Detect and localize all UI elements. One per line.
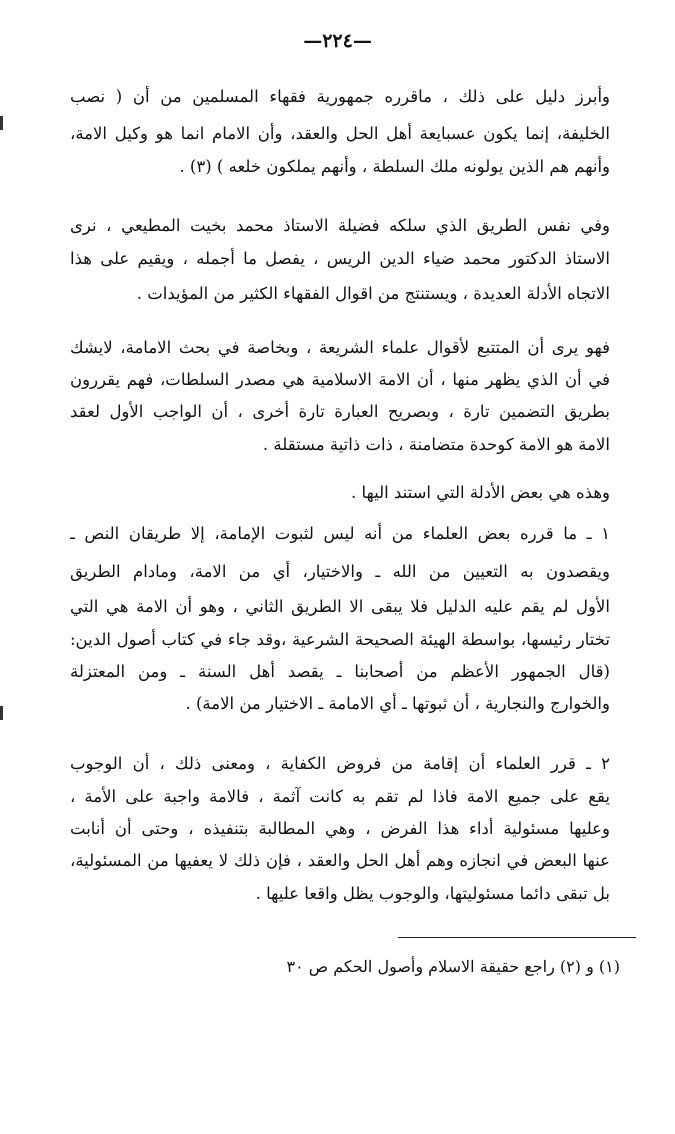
scan-artifact-mark bbox=[0, 706, 3, 720]
footnote-divider bbox=[398, 937, 636, 938]
scan-artifact-mark bbox=[0, 116, 3, 130]
page-number: —٢٢٤— bbox=[303, 30, 372, 52]
paragraph-1-line-3: وأنهم هم الذين يولونه ملك السلطة ، وأنهم يملكون خلعه ) (٣) . bbox=[179, 157, 610, 176]
paragraph-2-line-3: الاتجاه الأدلة العديدة ، ويستنتج من اقوال الفقهاء الكثير من المؤيدات . bbox=[136, 284, 610, 303]
paragraph-5-line-2: ويقصدون به التعيين من الله ـ والاختيار، أي من الامة، ومادام الطريق bbox=[70, 562, 610, 581]
paragraph-1-line-2: الخليفة، إنما يكون عسبايعة أهل الحل والعقد، وأن الامام انما هو وكيل الامة، bbox=[70, 124, 610, 143]
paragraph-5-line-6: والخوارج والنجارية ، أن ثبوتها ـ أي الامامة ـ الاختيار من الامة) . bbox=[185, 694, 610, 713]
paragraph-6-line-5: بل تبقى دائما مسئوليتها، والوجوب يظل واقعا عليها . bbox=[255, 884, 610, 903]
paragraph-6-line-1: ٢ ـ قرر العلماء أن إقامة من فروض الكفاية ، ومعنى ذلك ، أن الوجوب bbox=[70, 754, 610, 773]
paragraph-3-line-2: في أن الذي يظهر منها ، أن الامة الاسلامية هي مصدر السلطات، فهم يقررون bbox=[70, 370, 610, 389]
paragraph-5-line-4: تختار رئيسها، بواسطة الهيئة الصحيحة الشرعية ،وقد جاء في كتاب أصول الدين: bbox=[70, 630, 610, 649]
footnote: (١) و (٢) راجع حقيقة الاسلام وأصول الحكم ص ٣٠ bbox=[286, 957, 620, 976]
paragraph-6-line-4: عنها البعض في انجازه وهم أهل الحل والعقد ، فإن ذلك لا يعفيها من المسئولية، bbox=[70, 851, 610, 870]
paragraph-6-line-3: وعليها مسئولية أداء هذا الفرض ، وهي المطالبة بتنفيذه ، وحتى أن أنابت bbox=[70, 819, 610, 838]
paragraph-6-line-2: يقع على جميع الامة فاذا لم تقم به كانت آثمة ، فالامة واجبة على الأمة ، bbox=[70, 787, 610, 806]
paragraph-5-line-5: (قال الجمهور الأعظم من أصحابنا ـ يقصد أهل السنة ـ ومن المعتزلة bbox=[70, 662, 610, 681]
paragraph-5-line-1: ١ ـ ما قرره بعض العلماء من أنه ليس لثبوت الإمامة، إلا طريقان النص ـ bbox=[70, 524, 610, 543]
paragraph-2-line-2: الاستاذ الدكتور محمد ضياء الدين الريس ، يفصل ما أجمله ، ويقيم على هذا bbox=[70, 249, 610, 268]
paragraph-4-line-1: وهذه هي بعض الأدلة التي استند اليها . bbox=[351, 483, 610, 502]
paragraph-3-line-3: بطريق التضمين تارة ، وبصريح العبارة تارة أخرى ، أن الواجب الأول لعقد bbox=[70, 402, 610, 421]
paragraph-3-line-4: الامة هو الامة كوحدة متضامنة ، ذات ذاتية مستقلة . bbox=[262, 435, 610, 454]
paragraph-2-line-1: وفي نفس الطريق الذي سلكه فضيلة الاستاذ محمد بخيت المطيعي ، نرى bbox=[70, 216, 610, 235]
paragraph-5-line-3: الأول لم يقم عليه الدليل فلا يبقى الا الطريق الثاني ، وهو أن الامة هي التي bbox=[70, 597, 610, 616]
paragraph-1-line-1: وأبرز دليل على ذلك ، ماقرره جمهورية فقهاء المسلمين من أن ( نصب bbox=[70, 87, 610, 106]
paragraph-3-line-1: فهو يرى أن المتتبع لأقوال علماء الشريعة ، وبخاصة في بحث الامامة، لايشك bbox=[70, 338, 610, 357]
